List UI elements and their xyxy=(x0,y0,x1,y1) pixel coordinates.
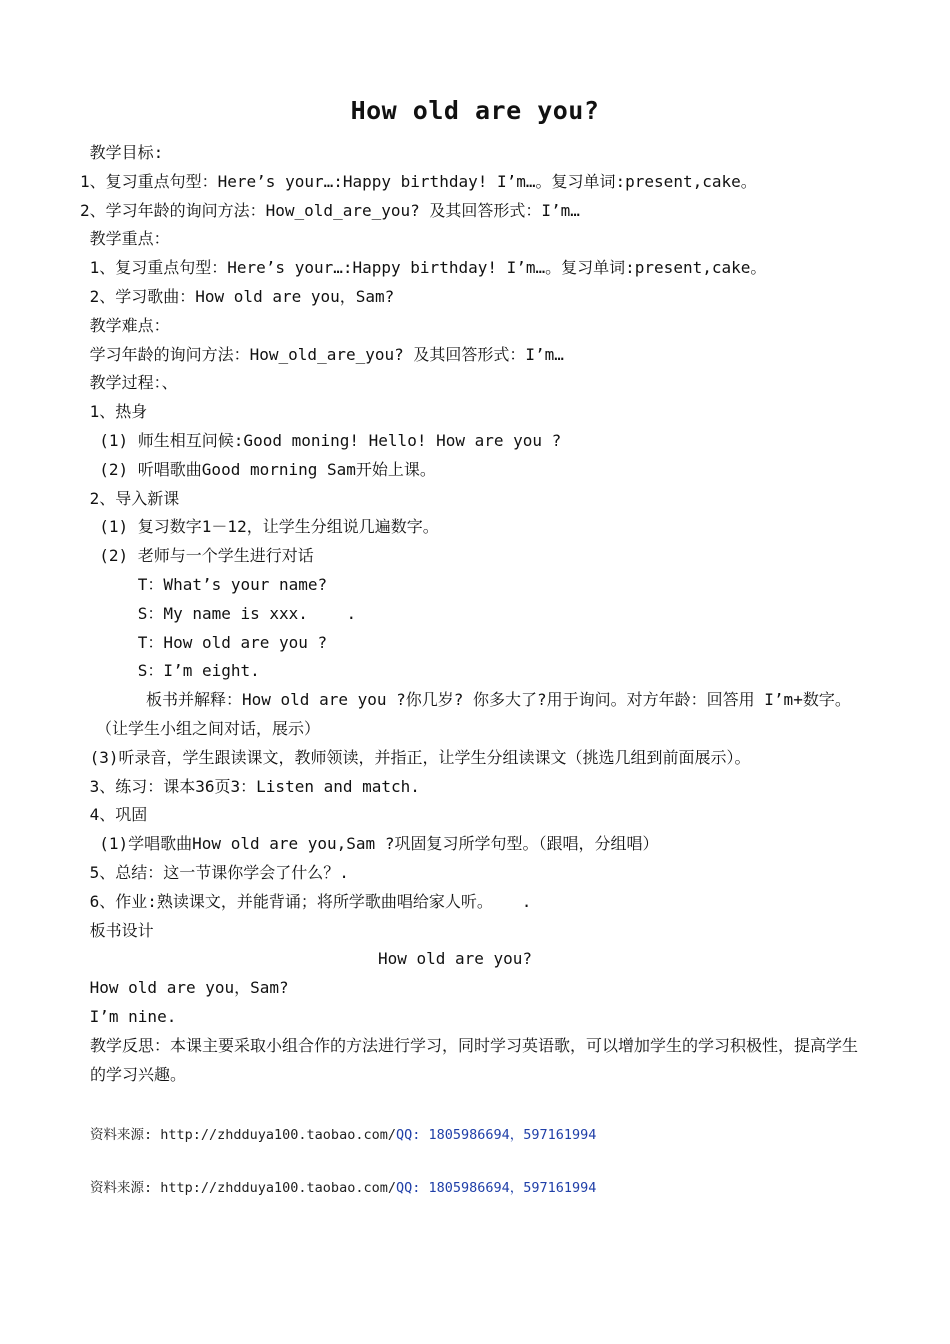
text-line: 2、学习歌曲：How old are you，Sam? xyxy=(80,286,395,306)
source-label: 资料来源: http://zhdduya100.taobao.com/ xyxy=(90,1180,396,1196)
text-line: 2、导入新课 xyxy=(80,488,180,508)
text-line: S：My name is xxx. . xyxy=(80,603,357,623)
text-line: 教学目标: xyxy=(80,143,164,162)
text-line: 教学过程：、 xyxy=(80,373,178,393)
text-line: 1、复习重点句型：Here’s your…:Happy birthday! I’m…。复习单词:present,cake。 xyxy=(80,171,757,191)
text-line: 1、热身 xyxy=(80,402,148,422)
source-line xyxy=(90,1176,596,1196)
text-line: (3)听录音，学生跟读课文，教师领读，并指正，让学生分组读课文（挑选几组到前面展示）。 xyxy=(80,747,751,767)
text-line: How old are you，Sam? xyxy=(80,978,289,998)
board-title: How old are you? xyxy=(377,949,533,969)
text-line: (2) 老师与一个学生进行对话 xyxy=(80,546,314,566)
page-title: How old are you? xyxy=(350,96,600,125)
text-line: S：I’m eight. xyxy=(80,661,260,681)
text-line: 1、复习重点句型：Here’s your…:Happy birthday! I’m…。复习单词:present,cake。 xyxy=(80,258,767,278)
text-line: (1) 师生相互问候:Good moning! Hello! How are you ? xyxy=(80,430,562,450)
text-line: 教学难点： xyxy=(80,315,170,335)
text-line: (1) 复习数字1－12，让学生分组说几遍数字。 xyxy=(80,517,439,537)
source-line xyxy=(90,1123,596,1143)
text-line: 5、总结：这一节课你学会了什么？. xyxy=(80,862,349,882)
text-line: (1)学唱歌曲How old are you,Sam ?巩固复习所学句型。（跟唱，分组唱） xyxy=(80,834,659,854)
explanation-paragraph: 板书并解释：How old are you ?你几岁? 你多大了?用于询问。对方年龄：回答用 I’m+数字。（让学生小组之间对话，展示） xyxy=(96,690,851,738)
text-line: T：What’s your name? xyxy=(80,574,328,594)
text-line: I’m nine. xyxy=(80,1006,177,1026)
text-line: 3、练习：课本36页3：Listen and match. xyxy=(80,776,420,796)
text-line: 学习年龄的询问方法：How_old_are_you? 及其回答形式：I’m… xyxy=(80,344,564,364)
text-line: 6、作业:熟读课文，并能背诵；将所学歌曲唱给家人听。 . xyxy=(80,891,532,911)
text-line: 2、学习年龄的询问方法：How_old_are_you? 及其回答形式：I’m… xyxy=(80,200,580,220)
text-line: 板书设计 xyxy=(80,920,154,940)
text-line: (2) 听唱歌曲Good morning Sam开始上课。 xyxy=(80,459,436,479)
text-line: T：How old are you ? xyxy=(80,632,328,652)
text-line: 4、巩固 xyxy=(80,805,148,825)
source-qq: QQ: 1805986694，597161994 xyxy=(395,1127,597,1143)
document-body xyxy=(80,139,870,1089)
source-qq: QQ: 1805986694，597161994 xyxy=(395,1180,597,1196)
text-line: 教学重点： xyxy=(80,229,170,249)
source-label: 资料来源: http://zhdduya100.taobao.com/ xyxy=(90,1127,396,1143)
reflection-paragraph: 教学反思：本课主要采取小组合作的方法进行学习，同时学习英语歌，可以增加学生的学习积极性，提高学生的学习兴趣。 xyxy=(90,1035,859,1084)
